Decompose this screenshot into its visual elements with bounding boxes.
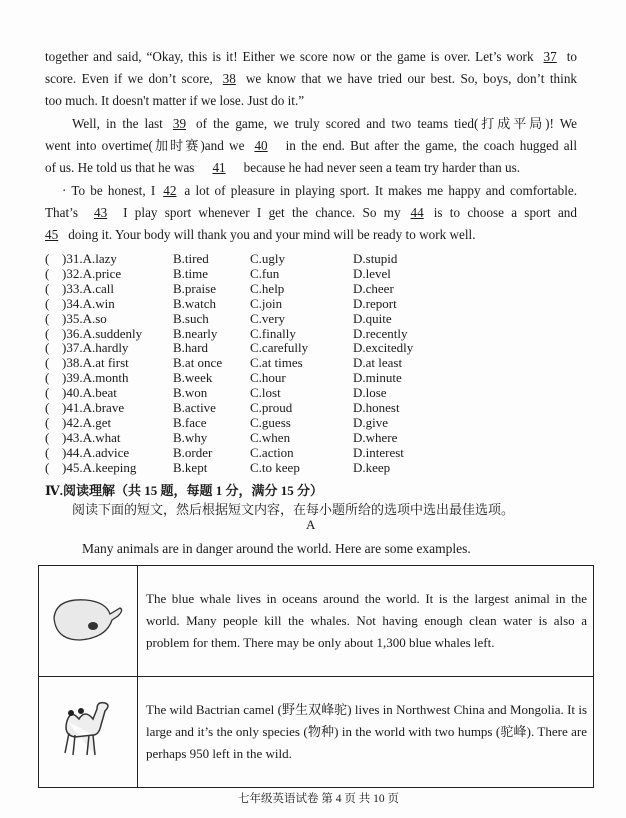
option-c: C.lost bbox=[250, 385, 281, 401]
question-option-a: )41.A.brave bbox=[62, 400, 125, 415]
option-d: D.stupid bbox=[353, 251, 398, 266]
intro-text: Many animals are in danger around the world. Here are some examples. bbox=[82, 541, 471, 556]
option-c: C.ugly bbox=[250, 251, 286, 266]
option-b: B.at once bbox=[173, 355, 223, 371]
question-option-a: )36.A.suddenly bbox=[62, 325, 143, 341]
option-c: C.hour bbox=[250, 370, 286, 386]
animal-description: The wild Bactrian camel (野生双峰驼) lives in Northwest China and Mongolia. It is large and it’s the only species (物种) in the world with two humps (驼峰). There are perhaps 950 left in the wild. bbox=[138, 677, 594, 788]
answer-bracket[interactable]: ( bbox=[45, 370, 50, 386]
question-option-a: )40.A.beat bbox=[62, 385, 117, 401]
passage-line: of us. He told us that he was 41 because he had never seen a team try harder than us. bbox=[45, 160, 521, 175]
question-option-a: )35.A.so bbox=[62, 310, 107, 326]
option-d: D.where bbox=[353, 429, 398, 445]
option-d: D.report bbox=[353, 295, 397, 311]
question-option-a: )32.A.price bbox=[62, 265, 122, 281]
answer-bracket[interactable]: ( bbox=[45, 280, 50, 296]
option-d: D.cheer bbox=[353, 280, 394, 296]
option-d: D.give bbox=[353, 414, 389, 430]
section-instruction: 阅读下面的短文，然后根据短文内容，在每小题所给的选项中选出最佳选项。 bbox=[72, 502, 515, 517]
option-c: C.when bbox=[250, 429, 291, 445]
option-d: D.keep bbox=[353, 459, 391, 475]
passage-line: That’s 43 I play sport whenever I get the chance. So my 44 is to choose a sport and bbox=[45, 205, 577, 220]
option-d: D.interest bbox=[353, 444, 404, 460]
option-b: B.praise bbox=[173, 280, 216, 296]
animal-description: The blue whale lives in oceans around the world. It is the largest animal in the world. Many people kill the whales. Not having enough clean water is also a problem for them. There may be only about 1,300 blue whales left. bbox=[138, 566, 594, 677]
passage-line: too much. It doesn't matter if we lose. Just do it.” bbox=[45, 93, 305, 108]
passage-line: 45 doing it. Your body will thank you and your mind will be ready to work well. bbox=[45, 227, 476, 242]
answer-bracket[interactable]: ( bbox=[45, 414, 50, 430]
question-option-a: )37.A.hardly bbox=[62, 340, 129, 356]
answer-bracket[interactable]: ( bbox=[45, 325, 50, 341]
option-c: C.finally bbox=[250, 325, 296, 341]
answer-bracket[interactable]: ( bbox=[45, 385, 50, 401]
part-label: A bbox=[306, 517, 316, 532]
question-option-a: )33.A.call bbox=[62, 280, 114, 296]
option-b: B.face bbox=[173, 414, 207, 430]
question-option-a: )34.A.win bbox=[62, 295, 115, 311]
answer-bracket[interactable]: ( bbox=[45, 295, 50, 311]
page-footer: 七年级英语试卷 第 4 页 共 10 页 bbox=[238, 793, 399, 805]
option-c: C.help bbox=[250, 280, 285, 296]
option-b: B.why bbox=[173, 429, 208, 445]
question-option-a: )39.A.month bbox=[62, 370, 129, 386]
option-b: B.such bbox=[173, 310, 209, 326]
option-d: D.excitedly bbox=[353, 340, 414, 356]
option-d: D.lose bbox=[353, 385, 387, 401]
answer-bracket[interactable]: ( bbox=[45, 429, 50, 445]
section-title: Ⅳ.阅读理解（共 15 题，每题 1 分，满分 15 分） bbox=[45, 483, 324, 498]
answer-bracket[interactable]: ( bbox=[45, 310, 50, 326]
answer-bracket[interactable]: ( bbox=[45, 265, 50, 281]
option-c: C.join bbox=[250, 295, 283, 311]
option-b: B.order bbox=[173, 444, 213, 460]
option-b: B.watch bbox=[173, 295, 216, 311]
question-option-a: )31.A.lazy bbox=[62, 251, 117, 266]
option-c: C.action bbox=[250, 444, 294, 460]
option-c: C.carefully bbox=[250, 340, 309, 356]
answer-bracket[interactable]: ( bbox=[45, 400, 50, 415]
passage-line: Well, in the last 39 of the game, we truly scored and two teams tied(打成平局)! We bbox=[72, 116, 577, 131]
option-c: C.proud bbox=[250, 400, 293, 415]
option-b: B.active bbox=[173, 400, 216, 415]
option-c: C.to keep bbox=[250, 459, 300, 475]
table-row bbox=[39, 677, 594, 788]
option-c: C.guess bbox=[250, 414, 291, 430]
question-option-a: )43.A.what bbox=[62, 429, 121, 445]
question-option-a: )45.A.keeping bbox=[62, 459, 137, 475]
option-b: B.won bbox=[173, 385, 208, 401]
option-c: C.fun bbox=[250, 265, 280, 281]
question-option-a: )44.A.advice bbox=[62, 444, 130, 460]
animals-table bbox=[38, 565, 594, 788]
option-d: D.level bbox=[353, 265, 391, 281]
option-b: B.hard bbox=[173, 340, 209, 356]
answer-bracket[interactable]: ( bbox=[45, 251, 50, 266]
answer-bracket[interactable]: ( bbox=[45, 355, 50, 371]
option-b: B.tired bbox=[173, 251, 209, 266]
table-row bbox=[39, 566, 594, 677]
option-d: D.minute bbox=[353, 370, 402, 386]
option-d: D.quite bbox=[353, 310, 392, 326]
option-d: D.honest bbox=[353, 400, 400, 415]
passage-line: together and said, “Okay, this is it! Either we score now or the game is over. Let’s work 37 to bbox=[45, 49, 577, 64]
question-option-a: )38.A.at first bbox=[62, 355, 129, 371]
option-b: B.week bbox=[173, 370, 213, 386]
option-b: B.nearly bbox=[173, 325, 218, 341]
answer-bracket[interactable]: ( bbox=[45, 340, 50, 356]
option-b: B.time bbox=[173, 265, 209, 281]
answer-bracket[interactable]: ( bbox=[45, 444, 50, 460]
question-option-a: )42.A.get bbox=[62, 414, 112, 430]
passage-line: score. Even if we don’t score, 38 we know that we have tried our best. So, boys, don’t think bbox=[45, 71, 578, 86]
option-d: D.recently bbox=[353, 325, 408, 341]
option-c: C.at times bbox=[250, 355, 303, 371]
option-b: B.kept bbox=[173, 459, 208, 475]
passage-line: · To be honest, I 42 a lot of pleasure in playing sport. It makes me happy and comfortable. bbox=[62, 183, 578, 198]
answer-bracket[interactable]: ( bbox=[45, 459, 50, 475]
option-c: C.very bbox=[250, 310, 286, 326]
passage-line: went into overtime(加时赛)and we 40 in the end. But after the game, the coach hugged all bbox=[45, 138, 577, 153]
camel-icon bbox=[53, 691, 123, 766]
option-d: D.at least bbox=[353, 355, 403, 371]
whale-icon bbox=[48, 588, 128, 648]
